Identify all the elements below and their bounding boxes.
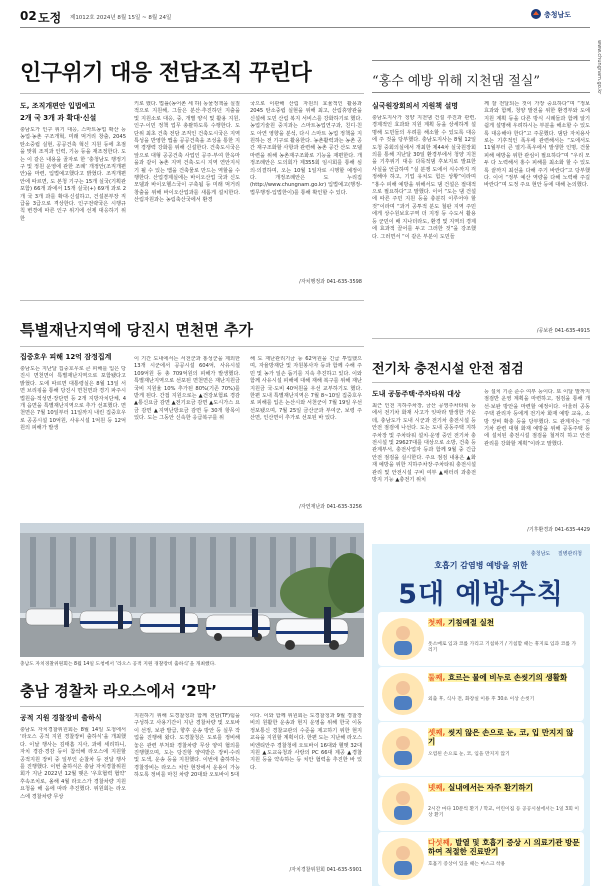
poster-item-title (428, 728, 580, 746)
article1-subhead1: 도, 조직개편안 입법예고 (20, 102, 96, 110)
poster-item-desc: 2시간 마다 10분씩 환기 / 학교, 어린이집 등 공공시설에서는 1일 3회 이상 환기 (428, 807, 580, 819)
poster-item (378, 777, 584, 831)
article1-col1: 충남도가 인구 위기 대응, 스마트농업 확산 등 농업·농촌 구조개혁, 미래 먹거리 창출, 2045 탄소중립 실현, 공공건축 혁신 지원 등에 초점을 맞춰 조직과 인력, 기능 등을 재조정한다. 도는 이 같은 내용을 골자로 한 ‘충청남도 행정기구 및 정원 운영에 관한 조례’ 개정안(조직개편안)을 마련, 입법예고했다고 밝혔다. 조직개편안에 따르면, 도 본청 기구는 15개 실국(기획관 포함) 66개 과에서 15개 실국(+) 69개 과로 2개 국 3개 과를 확대·신설하고, 건설본부장 직급을 3급으로 격상한다. 인구전략국은 시행규칙 변경에 따른 인구 위기에 선제 대응하기 위한 (20, 127, 126, 222)
poster-item-heading: 씻지 않은 손으로 눈, 코, 입 만지지 않기 (428, 728, 574, 746)
poster-logo-1: 충청남도 (530, 551, 551, 557)
poster-top-text: 호흡기 감염병 예방을 위한 (434, 561, 528, 570)
article1-col2: 키로 했다. 법률(농어촌 세 하) 동물정책을 실질적으로 지원해, 그들은 분산·추진하던 지출을 및 지원소로 대응, 중, 개별 양식 및 활용 지원, 인구·이민 정책 업무 총괄하도록 수행한다. 도 단위 최초 건축 전담 조직인 건축도시국은 지역 특성을 반영한 맵을 공공건축을 조성을 통한 지역 경쟁력 강화를 위해 신설한다. 건축도시국은 앞으로 대형 공공건축 사업인 공주·부여 한옥마을과 같이 농촌 지역 건축·도시 지역 연안지식기 될 수 있는 맵을 건축물로 만드는 역할을 수행한다. 산업경제실에는 바이오산업 국과 신도 모델과 바이오헬스국이 구축됨 등 미래 먹거리 창출을 위해 바이오산업과를 새롭게 설치한다. 산림자원과는 농림축산국에서 환경 (134, 101, 240, 204)
poster-item-heading: 실내에서는 자주 환기하기 (447, 783, 533, 792)
logo-icon (530, 8, 542, 20)
column-headline: “홍수 예방 위해 지천댐 절실” (372, 74, 540, 89)
health-poster (372, 544, 590, 886)
ev-headline: 전기차 충전시설 안전 점검 (372, 362, 524, 377)
article2-credit: /자연재난과 041-635-3256 (299, 504, 362, 510)
poster-item-desc: 오염된 손으로 눈, 코, 입을 만지지 않기 (428, 752, 510, 757)
face-touch-icon (382, 728, 424, 770)
ev-credit: /기후환경과 041-635-4429 (527, 527, 590, 533)
ev-col2: 등 설치 기준 준수 여부 등이다. 또 이달 말까지 점검반 운영 계획을 마련하고, 점검을 통해 개선·보완 방안을 마련할 예정이다. 아울러 공동주택 관리자 등에게 전기차 화재 예방 교육, 소방 장비 확충 등을 당부했다. 도 관계자는 “전기차 관련 대형 화재 예방을 위해 공동주택 등에 설치된 충전시설 점검을 철저히 하고 안전 관리를 강화할 계획”이라고 말했다. (484, 389, 590, 447)
article1-headline: 인구위기 대응 전담조직 꾸린다 (20, 61, 312, 86)
article2-headline: 특별재난지역에 당진시 면천면 추가 (20, 321, 254, 339)
poster-item-title (428, 673, 580, 682)
article3-rule (20, 706, 364, 707)
masthead-rule (20, 27, 590, 28)
poster-title: 5대 예방수칙 (398, 579, 564, 610)
poster-item-title (428, 618, 580, 627)
article3-credit: /자치경찰위원회 041-635-5901 (289, 867, 362, 873)
column-credit: /공보관 041-635-4915 (536, 328, 590, 334)
person-coughing-icon (382, 618, 424, 660)
poster-item-desc: 호흡기 증상이 있을 때는 마스크 착용 (428, 862, 506, 867)
article2-subhead: 집중호우 피해 12억 잠정집계 (20, 353, 112, 361)
poster-item-title (428, 838, 580, 856)
ev-subhead: 도내 공동주택·주차타워 대상 (372, 390, 461, 398)
newspaper-logo (530, 8, 592, 20)
page-number: 02 (20, 9, 37, 23)
police-cars-photo (20, 523, 364, 657)
poster-item-number: 셋째, (428, 728, 448, 737)
poster-item-title (428, 783, 580, 792)
poster-item (378, 667, 584, 721)
article1-credit: /자치행정과 041-635-3598 (299, 279, 362, 285)
article3-col1: 충남도 자치경찰위원회는 8월 14일 도청에서 ‘라오스 공적 지원 경찰장비 출하식’을 개최했다. 이날 행사는 김태흠 지사, 과에 세리하니, 자치 경감·경감 등이 참석해 라오스에 지원할 공적지원 장비 중 일부인 순찰차 등 전달 행사를 진행했다. 이번 출하식은 충남 자치경찰위원회가 지난 2022년 12월 맺은 ‘우호협력 협약’ 후속조치로, 올해 4월 라오스가 경찰차량 지원 요청을 해 옴에 따라 추진했다. 위원회는 라오스에 경찰차량 무상 (20, 727, 126, 800)
poster-logo-2: 질병관리청 (557, 551, 582, 557)
article3-headline: 충남 경찰차 라오스에서 ‘2막’ (20, 682, 217, 700)
side-url: www.chungnam.go.kr (596, 40, 602, 95)
article1-col3: 국으로 이관해 산림 자원의 효율적인 활용과 2045 탄소중립 실현을 위해 최고, 산림휴양관을 신설해 도민 산림 복지 서비스를 강화하기로 했다. 농업기술원 중지과는 스마트농업연구과, 친디·친도 아연 영향을 분석, 다시 스마트 농업 정책을 지원하는 전 기구로 활용한다. 농촌활력과는 농촌 공간 재구조화할 사항과 관련해 농촌 공간 산도 모델 마련을 위해 농촌재구조화로 기능을 재편한다. 개정조례안은 도의회가 제355회 임시회를 통해 심의·의결하며, 오는 10월 1일자로 시행할 예정이다. 개정조례안은 도 누리집(http://www.chungnam.go.kr) 입법예고(행정-법무행정-입법한이)를 통해 확인할 수 있다. (250, 101, 362, 196)
article3-subhead: 공적 지원 경찰장비 출하식 (20, 714, 102, 722)
divider-right (372, 338, 590, 339)
divider-1 (20, 300, 364, 301)
poster-item-desc: 옷소매로 입과 코를 가리고 기침하기 / 기침할 때는 휴지로 입과 코를 가리기 (428, 642, 577, 654)
article3-col2: 지원하기 위해 도경찰청과 함께 전담(TF)팀을 구성하고 사용기간이 지난 경찰차량 및 오토바이 선정, 보관 발급, 향후 운송 방안 등 실무 작업을 진행해 왔다. 도경찰청은 도로를 정비해 놓은 관련 부처와 경찰차량 무상 양여 협의를 진행했으며, 도는 당진항 양여받은 장비·수리 및 도색, 운송 등을 지원했다. 이번에 출하하는 경찰장비는 라오스 치안 현장에서 운용이 가능하도록 정비를 마친 차량 20대와 오토바이 5대 (134, 713, 240, 779)
masthead (14, 6, 594, 24)
column-rule-bottom (372, 92, 590, 93)
window-ventilation-icon (382, 783, 424, 825)
article2-col3: 해 도 재난관리기금 등 62억원을 긴급 투입했으며, 자율방재단 및 자원봉사자 등과 함께 수해 주민 및 농가 일손 돕기를 지속 추진하고 있다. 이와 함께 사유시설 피해에 대해 재해 복구를 위해 재난지원금 국·도비 40억원을 우선 교부하기도 했다. 한편 도내 특별재난지역은 7월 8~10일 집중호우로 피해를 입은 논산시와 서천군이 7월 19일 우선 선포됐으며, 7월 25일 금산군과 부여군, 보령 주산면, 인산면이 추가로 선포된 바 있다. (250, 356, 362, 422)
news-photo (20, 523, 364, 657)
photo-caption: 충남도 자치경찰위원회는 8월 14일 도청에서 ‘라오스 공적 지원 경찰장비 출하식’을 개최했다. (20, 662, 216, 667)
poster-item-heading: 발열 및 호흡기 증상 시 의료기관 방문하여 적절한 진료받기 (428, 838, 580, 856)
article1-subhead2: 2개 국 3개 과 확대·신설 (20, 114, 97, 122)
article2-col2: 이 기간 도내에서는 서천군과 홍성군을 제외한 13개 시군에서 공공시설 604억, 사유시설 109억원 등 총 709억원의 피해가 발생했다. 특별재난지역으로 선포된 면천면은 재난지원금 국비 지원율 10% 추가된 80%(기존 70%)를 받게 된다. 간접 지원으로는 ▲건강보험료 경감 ▲통신요금 감면 ▲전기요금 감면 ▲도시가스 요금 감면 ▲지역난방요금 감면 등 30개 항목이 있다. 도는 그동안 신속한 응급복구를 위 (134, 356, 240, 422)
column-subhead: 실국원장회의서 지원책 설명 (372, 102, 459, 110)
poster-logos (531, 550, 582, 557)
clinic-visit-icon (382, 838, 424, 880)
logo-text: 충청남도 (544, 11, 572, 19)
ev-rule (372, 382, 590, 383)
section-name: 도정 (38, 11, 62, 25)
poster-item-number: 다섯째, (428, 838, 456, 847)
ev-col1: 최근 인천 지하주차장, 금산 공영주차타워 등에서 전기차 화재 사고가 잇따라 발생한 가운데, 충남도가 도내 시군과 전기차 충전시설 등 안전 점검에 나선다. 도는 도내 공동주택 지하주차장 및 주차타워 설치·운영 중인 전기차 충전시설 및 29627대를 대상으로 소방, 건축 등 관계부서, 충전사업자 등과 함께 9월 중 긴급 안전 점검을 실시한다. 주요 점검 내용은 ▲화재 예방을 위한 지하주차장·주차타워 충전시설 관리 및 안전시설 구비 여부 ▲배터리 과충전 방지 기능 ▲충전기 위치 (372, 403, 476, 484)
column-col2: 께 잘 전달되는 것이 가장 중요하다”며 “정보 효과와 함께, 청양 발전을 위한 환경부와 도에 지원 계획 등을 다른 방식 시례들과 함께 알기 쉽게 설명해 우려하시는 부분을 해소할 수 있도록 대응해야 한다”고 주문했다. 댐담 자치용사로는 기후적인 폭우에 관련해서는 “도에서도 11월부터 큰 열기·폭우에서 발생한 인명, 건물 피해 예방을 위한 관심이 필요하다”며 “우리 모두 다 노력해서 홍수 피해를 최소화 할 수 있도록 끝까지 최선을 다해 주기 바란다”고 당부했다. 이어 “정부 예산 역량을 다해 노력해 주길 바란다”며 도정 주요 현안 등에 대해 논의했다. (484, 101, 590, 189)
poster-item-number: 둘째, (428, 673, 448, 682)
poster-item (378, 612, 584, 666)
article2-col1: 충남도는 지난달 집중호우로 큰 피해를 입은 당진시 면천면이 특별재난지역으로 포함됐다고 밝혔다. 도에 따르면 대통령실은 8월 13일 서면 브리핑을 통해 당진시 면천면과 경기 파주시 법원읍·적성면·장단면 등 2개 지방자치단체, 4개 읍면을 특별재난지역으로 추가 선포했다. 면천면은 7월 10일부터 11일까지 내린 집중호우로 공공시설 10억원, 사유시설 1억원 등 12억원의 피해가 발생 (20, 366, 126, 432)
column-col1: 충남도지사가 청양 지천댐 건설 추진과 관련, 경제적인 효과와 지원 계획 등을 상세하게 설명해 도민들의 우려를 해소할 수 있도록 대응에 주 것을 당부했다. 충남도지사는 8월 12일 도청 중회의실에서 개최한 제44차 실국원장회의를 통해 지난달 30일 환경부에서 청양 지천을 기후위기 대응 다목적댐 후보지로 발표한 사실을 언급하며 “실 분쟁 도에서 식수까지 걱정해야 하고, 기업 유치도 힘든 상황”이라며 “홍수 피해 예방을 위해서도 댐 건설은 절대적으로 필요하다”고 말했다. 이어 “도는 댐 건설에 따른 주민 지원 등을 충분히 이루어야 할 것”이라며 “과거 공투적 분도 철판 지역 주민에게 상수원보호구역 더 지정 등 수도서 활용 등 군민이 배 지나더라도, 환경 및 지역의 경제에 효과적 끌어를 두고 그러한 것”을 강조했다. 그러면서 “이 같은 부분이 도민들 (372, 115, 476, 240)
article3-col3: 이다. 이와 함께 위원회는 도경찰청과 9월 경찰장비의 원활한 운송과 현지 운영을 위해 한국 이동 정보통신 경찰교관의 수준을 제고하기 위한 현지 교육을 지원할 계획이다. 한편 도는 지난해 라오스 비엔티안주 경찰청에 오토바이 16대와 헬멧 32대 지원 ▲도교육청과 사랑의 PC 66대 제공 ▲경찰 지원 등을 약속하는 등 치안 협력을 추진한 바 있다. (250, 713, 362, 771)
poster-item-number: 첫째, (428, 618, 448, 627)
poster-item-heading: 기침예절 실천 (447, 618, 495, 627)
poster-item (378, 722, 584, 776)
poster-item-heading: 흐르는 물에 비누로 손씻기의 생활화 (447, 673, 568, 682)
issue-line: 제1012호 2024년 8월 15일 ~ 8월 24일 (70, 15, 172, 21)
hand-washing-icon (382, 673, 424, 715)
poster-item-desc: 외출 후, 식사 전, 화장실 이용 후 30초 이상 손씻기 (428, 697, 535, 702)
poster-item-number: 넷째, (428, 783, 448, 792)
column-rule-top (372, 60, 590, 61)
article2-rule (20, 346, 364, 347)
poster-item (378, 832, 584, 886)
article1-rule (20, 93, 364, 94)
